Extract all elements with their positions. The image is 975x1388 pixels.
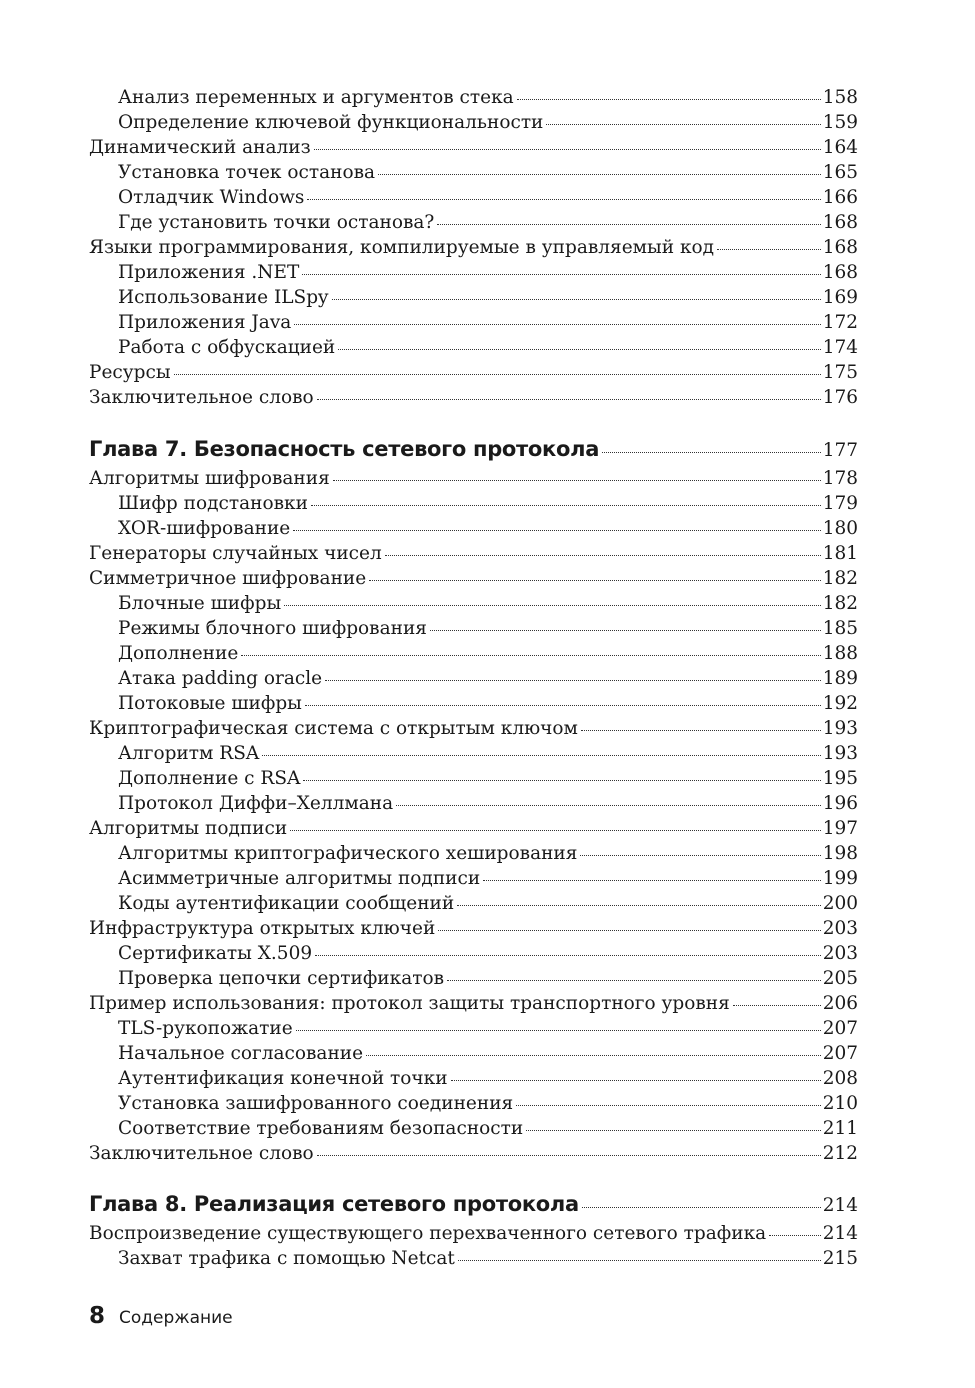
toc-entry-page: 159 bbox=[822, 112, 858, 133]
dot-leader bbox=[338, 349, 820, 350]
toc-entry bbox=[89, 516, 858, 541]
dot-leader bbox=[317, 1155, 821, 1156]
dot-leader bbox=[458, 1260, 821, 1261]
dot-leader bbox=[769, 1235, 821, 1236]
toc-entry bbox=[89, 891, 858, 916]
toc-entry-page: 197 bbox=[822, 818, 858, 839]
dot-leader bbox=[317, 399, 821, 400]
dot-leader bbox=[366, 1055, 821, 1056]
dot-leader bbox=[333, 480, 821, 481]
toc-entry bbox=[89, 866, 858, 891]
toc-entry-page: 188 bbox=[822, 643, 858, 664]
toc-entry bbox=[89, 1091, 858, 1116]
dot-leader bbox=[174, 374, 821, 375]
toc-entry bbox=[89, 641, 858, 666]
toc-entry-page: 172 bbox=[822, 312, 858, 333]
toc-entry-title: Дополнение с RSA bbox=[118, 768, 301, 789]
toc-entry-page: 211 bbox=[822, 1118, 858, 1139]
chapter-title: Глава 7. Безопасность сетевого протокола bbox=[89, 437, 600, 461]
dot-leader bbox=[241, 655, 820, 656]
toc-entry bbox=[89, 85, 858, 110]
toc-entry bbox=[89, 691, 858, 716]
toc-entry-page: 165 bbox=[822, 162, 858, 183]
toc-entry-title: TLS-рукопожатие bbox=[118, 1018, 293, 1039]
toc-entry-title: Заключительное слово bbox=[89, 1143, 314, 1164]
toc-entry bbox=[89, 666, 858, 691]
toc-chapter-7 bbox=[89, 433, 858, 466]
toc-entry-title: Начальное согласование bbox=[118, 1043, 364, 1064]
dot-leader bbox=[430, 630, 821, 631]
toc-entry-page: 196 bbox=[822, 793, 858, 814]
toc-entry-page: 207 bbox=[822, 1018, 858, 1039]
page-number: 177 bbox=[822, 440, 858, 461]
toc-entry-title: Установка точек останова bbox=[118, 162, 376, 183]
dot-leader bbox=[315, 955, 821, 956]
toc-entry-page: 212 bbox=[822, 1143, 858, 1164]
toc-entry bbox=[89, 716, 858, 741]
toc-entry bbox=[89, 235, 858, 260]
toc-entry bbox=[89, 1041, 858, 1066]
toc-entry bbox=[89, 591, 858, 616]
toc-entry-page: 164 bbox=[822, 137, 858, 158]
toc-entry-page: 189 bbox=[822, 668, 858, 689]
toc-entry-page: 179 bbox=[822, 493, 858, 514]
spacer bbox=[89, 410, 858, 433]
page-footer bbox=[89, 1303, 233, 1329]
toc-entry bbox=[89, 335, 858, 360]
dot-leader bbox=[262, 755, 820, 756]
table-of-contents bbox=[89, 85, 858, 1271]
toc-entry bbox=[89, 260, 858, 285]
toc-entry-title: Ресурсы bbox=[89, 362, 171, 383]
dot-leader bbox=[332, 299, 821, 300]
toc-entry bbox=[89, 1066, 858, 1091]
dot-leader bbox=[516, 1105, 820, 1106]
toc-entry bbox=[89, 766, 858, 791]
toc-entry bbox=[89, 741, 858, 766]
toc-entry-title: Где установить точки останова? bbox=[118, 212, 435, 233]
toc-entry-page: 200 bbox=[822, 893, 858, 914]
dot-leader bbox=[517, 99, 821, 100]
dot-leader bbox=[302, 274, 820, 275]
toc-entry-page: 215 bbox=[822, 1248, 858, 1269]
toc-entry-title: Анализ переменных и аргументов стека bbox=[118, 87, 514, 108]
dot-leader bbox=[296, 1030, 821, 1031]
toc-section-chapter8 bbox=[89, 1221, 858, 1271]
toc-entry-page: 158 bbox=[822, 87, 858, 108]
toc-entry bbox=[89, 491, 858, 516]
toc-entry-page: 182 bbox=[822, 593, 858, 614]
dot-leader bbox=[602, 452, 821, 453]
toc-entry-title: Заключительное слово bbox=[89, 387, 314, 408]
toc-entry-page: 205 bbox=[822, 968, 858, 989]
toc-entry-page: 176 bbox=[822, 387, 858, 408]
toc-entry-page: 195 bbox=[822, 768, 858, 789]
toc-entry-title: Приложения .NET bbox=[118, 262, 300, 283]
toc-entry-page: 193 bbox=[822, 718, 858, 739]
toc-entry bbox=[89, 966, 858, 991]
toc-entry-page: 210 bbox=[822, 1093, 858, 1114]
dot-leader bbox=[437, 224, 820, 225]
dot-leader bbox=[385, 555, 821, 556]
toc-entry-title: Языки программирования, компилируемые в управляемый код bbox=[89, 237, 715, 258]
dot-leader bbox=[581, 730, 821, 731]
toc-entry bbox=[89, 385, 858, 410]
toc-entry-title: Воспроизведение существующего перехваченного сетевого трафика bbox=[89, 1223, 767, 1244]
dot-leader bbox=[303, 780, 820, 781]
dot-leader bbox=[325, 680, 821, 681]
toc-entry bbox=[89, 360, 858, 385]
toc-entry bbox=[89, 541, 858, 566]
toc-entry-page: 175 bbox=[822, 362, 858, 383]
dot-leader bbox=[483, 880, 821, 881]
dot-leader bbox=[396, 805, 821, 806]
toc-entry-title: Коды аутентификации сообщений bbox=[118, 893, 455, 914]
toc-entry-page: 178 bbox=[822, 468, 858, 489]
dot-leader bbox=[457, 905, 820, 906]
toc-entry-title: XOR-шифрование bbox=[118, 518, 291, 539]
toc-entry bbox=[89, 210, 858, 235]
toc-entry bbox=[89, 941, 858, 966]
toc-entry-title: Захват трафика с помощью Netcat bbox=[118, 1248, 455, 1269]
toc-entry bbox=[89, 135, 858, 160]
dot-leader bbox=[311, 505, 821, 506]
dot-leader bbox=[293, 530, 820, 531]
toc-entry bbox=[89, 616, 858, 641]
toc-entry bbox=[89, 1141, 858, 1166]
toc-section-chapter7 bbox=[89, 466, 858, 1166]
toc-entry-page: 180 bbox=[822, 518, 858, 539]
toc-entry bbox=[89, 285, 858, 310]
toc-entry-title: Режимы блочного шифрования bbox=[118, 618, 427, 639]
toc-entry-page: 207 bbox=[822, 1043, 858, 1064]
toc-entry-page: 203 bbox=[822, 943, 858, 964]
dot-leader bbox=[294, 324, 820, 325]
dot-leader bbox=[717, 249, 821, 250]
toc-entry-title: Динамический анализ bbox=[89, 137, 311, 158]
toc-entry-page: 198 bbox=[822, 843, 858, 864]
toc-entry-title: Пример использования: протокол защиты транспортного уровня bbox=[89, 993, 730, 1014]
toc-entry-page: 206 bbox=[822, 993, 858, 1014]
spacer bbox=[89, 1166, 858, 1188]
dot-leader bbox=[369, 580, 820, 581]
toc-entry-page: 168 bbox=[822, 212, 858, 233]
toc-entry bbox=[89, 185, 858, 210]
dot-leader bbox=[307, 199, 820, 200]
toc-entry-page: 192 bbox=[822, 693, 858, 714]
toc-entry-title: Криптографическая система с открытым ключом bbox=[89, 718, 578, 739]
dot-leader bbox=[580, 855, 820, 856]
toc-entry bbox=[89, 1246, 858, 1271]
toc-entry-title: Аутентификация конечной точки bbox=[118, 1068, 448, 1089]
dot-leader bbox=[447, 980, 821, 981]
toc-entry-title: Определение ключевой функциональности bbox=[118, 112, 544, 133]
toc-entry-title: Шифр подстановки bbox=[118, 493, 308, 514]
toc-entry bbox=[89, 1221, 858, 1246]
toc-chapter-8 bbox=[89, 1188, 858, 1221]
toc-entry-page: 169 bbox=[822, 287, 858, 308]
dot-leader bbox=[451, 1080, 821, 1081]
toc-entry bbox=[89, 1116, 858, 1141]
toc-entry bbox=[89, 991, 858, 1016]
toc-entry bbox=[89, 566, 858, 591]
toc-entry-title: Отладчик Windows bbox=[118, 187, 305, 208]
toc-entry-page: 168 bbox=[822, 237, 858, 258]
toc-entry-page: 203 bbox=[822, 918, 858, 939]
toc-entry-page: 185 bbox=[822, 618, 858, 639]
toc-entry-title: Использование ILSpy bbox=[118, 287, 329, 308]
toc-entry-title: Атака padding oracle bbox=[118, 668, 323, 689]
toc-entry-title: Асимметричные алгоритмы подписи bbox=[118, 868, 481, 889]
toc-entry-title: Генераторы случайных чисел bbox=[89, 543, 382, 564]
toc-section-chapter6-tail bbox=[89, 85, 858, 410]
dot-leader bbox=[290, 830, 820, 831]
toc-entry bbox=[89, 160, 858, 185]
toc-entry-title: Алгоритмы шифрования bbox=[89, 468, 330, 489]
dot-leader bbox=[284, 605, 821, 606]
toc-entry-title: Проверка цепочки сертификатов bbox=[118, 968, 445, 989]
dot-leader bbox=[438, 930, 820, 931]
dot-leader bbox=[546, 124, 820, 125]
toc-entry-title: Работа с обфускацией bbox=[118, 337, 336, 358]
toc-entry bbox=[89, 310, 858, 335]
toc-entry bbox=[89, 466, 858, 491]
footer-page-number: 8 bbox=[89, 1303, 106, 1329]
toc-entry-title: Протокол Диффи–Хеллмана bbox=[118, 793, 394, 814]
toc-entry-page: 193 bbox=[822, 743, 858, 764]
toc-entry bbox=[89, 1016, 858, 1041]
toc-entry-page: 214 bbox=[822, 1223, 858, 1244]
toc-entry bbox=[89, 816, 858, 841]
dot-leader bbox=[526, 1130, 820, 1131]
toc-entry-title: Инфраструктура открытых ключей bbox=[89, 918, 436, 939]
page-number: 214 bbox=[822, 1195, 858, 1216]
toc-entry-title: Симметричное шифрование bbox=[89, 568, 367, 589]
toc-entry-title: Алгоритмы подписи bbox=[89, 818, 288, 839]
toc-entry-title: Алгоритм RSA bbox=[118, 743, 260, 764]
toc-entry-title: Сертификаты X.509 bbox=[118, 943, 313, 964]
toc-entry-title: Потоковые шифры bbox=[118, 693, 302, 714]
dot-leader bbox=[305, 705, 821, 706]
toc-entry-title: Приложения Java bbox=[118, 312, 292, 333]
toc-entry-title: Установка зашифрованного соединения bbox=[118, 1093, 514, 1114]
dot-leader bbox=[733, 1005, 821, 1006]
dot-leader bbox=[582, 1207, 821, 1208]
toc-entry bbox=[89, 791, 858, 816]
toc-entry-page: 168 bbox=[822, 262, 858, 283]
toc-entry-page: 199 bbox=[822, 868, 858, 889]
toc-entry bbox=[89, 110, 858, 135]
toc-entry-page: 182 bbox=[822, 568, 858, 589]
dot-leader bbox=[378, 174, 821, 175]
toc-entry-page: 181 bbox=[822, 543, 858, 564]
toc-entry-page: 166 bbox=[822, 187, 858, 208]
chapter-title: Глава 8. Реализация сетевого протокола bbox=[89, 1192, 579, 1216]
toc-entry-title: Дополнение bbox=[118, 643, 239, 664]
toc-entry-title: Алгоритмы криптографического хеширования bbox=[118, 843, 578, 864]
toc-entry-title: Соответствие требованиям безопасности bbox=[118, 1118, 524, 1139]
toc-entry bbox=[89, 841, 858, 866]
dot-leader bbox=[314, 149, 821, 150]
toc-entry-page: 174 bbox=[822, 337, 858, 358]
toc-entry-title: Блочные шифры bbox=[118, 593, 282, 614]
footer-section-title: Содержание bbox=[119, 1308, 233, 1328]
toc-entry bbox=[89, 916, 858, 941]
toc-entry-page: 208 bbox=[822, 1068, 858, 1089]
